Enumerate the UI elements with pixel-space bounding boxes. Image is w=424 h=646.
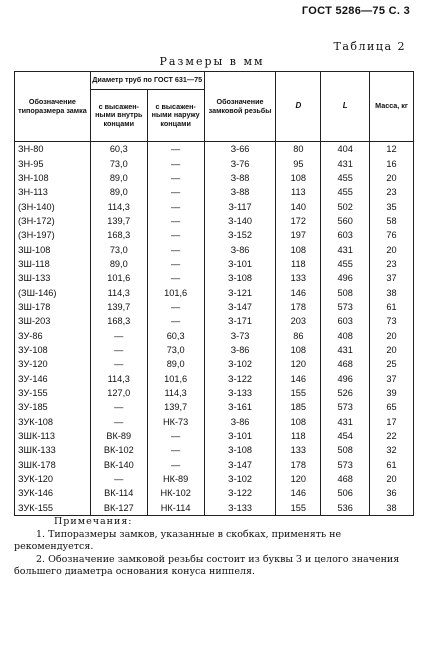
table-cell: З-121: [204, 285, 276, 299]
table-cell: 36: [370, 486, 414, 500]
col-d: D: [276, 72, 321, 142]
table-cell: НК-73: [147, 415, 204, 429]
table-cell: 139,7: [147, 400, 204, 414]
table-cell: 61: [370, 458, 414, 472]
table-cell: 89,0: [90, 171, 147, 185]
table-cell: 455: [321, 185, 370, 199]
table-cell: 506: [321, 486, 370, 500]
table-cell: —: [147, 271, 204, 285]
table-cell: 20: [370, 472, 414, 486]
table-row: [15, 214, 414, 228]
table-cell: З-76: [204, 156, 276, 170]
table-row: [15, 343, 414, 357]
table-cell: 468: [321, 357, 370, 371]
table-cell: З-101: [204, 429, 276, 443]
page-header: ГОСТ 5286—75 С. 3: [301, 5, 410, 17]
dimensions-table: [14, 71, 414, 516]
table-cell: 38: [370, 501, 414, 516]
table-cell: 37: [370, 372, 414, 386]
table-cell: 60,3: [90, 142, 147, 157]
table-cell: ВК-140: [90, 458, 147, 472]
table-cell: 133: [276, 443, 321, 457]
table-cell: З-73: [204, 328, 276, 342]
table-cell: 168,3: [90, 228, 147, 242]
table-cell: 146: [276, 486, 321, 500]
table-cell: З-133: [204, 501, 276, 516]
table-cell: 573: [321, 400, 370, 414]
table-cell: 172: [276, 214, 321, 228]
table-cell: ЗУ-146: [15, 372, 91, 386]
table-cell: ЗН-95: [15, 156, 91, 170]
table-row: [15, 472, 414, 486]
table-cell: 101,6: [147, 285, 204, 299]
table-row: [15, 285, 414, 299]
table-cell: 16: [370, 156, 414, 170]
table-cell: 38: [370, 285, 414, 299]
table-cell: 468: [321, 472, 370, 486]
table-cell: (ЗШ-146): [15, 285, 91, 299]
table-cell: (ЗН-140): [15, 199, 91, 213]
table-row: [15, 443, 414, 457]
table-cell: 139,7: [90, 300, 147, 314]
table-cell: 573: [321, 300, 370, 314]
table-cell: 139,7: [90, 214, 147, 228]
table-cell: З-171: [204, 314, 276, 328]
table-cell: 431: [321, 242, 370, 256]
table-cell: 76: [370, 228, 414, 242]
table-cell: 108: [276, 242, 321, 256]
table-cell: ЗШ-133: [15, 271, 91, 285]
table-row: [15, 257, 414, 271]
table-cell: 20: [370, 343, 414, 357]
table-cell: 39: [370, 386, 414, 400]
table-cell: 168,3: [90, 314, 147, 328]
table-cell: 185: [276, 400, 321, 414]
table-cell: 89,0: [147, 357, 204, 371]
table-cell: 455: [321, 171, 370, 185]
table-cell: ЗУ-185: [15, 400, 91, 414]
table-cell: —: [90, 472, 147, 486]
table-cell: З-86: [204, 343, 276, 357]
table-cell: З-117: [204, 199, 276, 213]
table-label: Таблица 2: [333, 40, 406, 53]
table-cell: ЗУК-146: [15, 486, 91, 500]
table-cell: —: [147, 300, 204, 314]
table-cell: ЗШК-113: [15, 429, 91, 443]
table-cell: 25: [370, 357, 414, 371]
table-cell: 20: [370, 328, 414, 342]
table-cell: 496: [321, 271, 370, 285]
table-cell: З-88: [204, 171, 276, 185]
table-cell: 502: [321, 199, 370, 213]
table-cell: 12: [370, 142, 414, 157]
table-cell: 178: [276, 300, 321, 314]
table-cell: 23: [370, 185, 414, 199]
table-cell: —: [147, 156, 204, 170]
table-cell: З-102: [204, 472, 276, 486]
table-cell: З-108: [204, 271, 276, 285]
table-cell: 37: [370, 271, 414, 285]
table-cell: —: [147, 242, 204, 256]
table-cell: ЗН-80: [15, 142, 91, 157]
table-cell: 32: [370, 443, 414, 457]
table-cell: 73,0: [90, 242, 147, 256]
table-cell: 114,3: [90, 285, 147, 299]
table-cell: 140: [276, 199, 321, 213]
table-cell: —: [90, 357, 147, 371]
table-row: [15, 486, 414, 500]
table-row: [15, 357, 414, 371]
table-cell: 408: [321, 328, 370, 342]
table-cell: 454: [321, 429, 370, 443]
table-cell: —: [147, 429, 204, 443]
table-cell: НК-114: [147, 501, 204, 516]
table-cell: ЗУК-120: [15, 472, 91, 486]
table-cell: З-86: [204, 415, 276, 429]
table-cell: —: [90, 343, 147, 357]
table-cell: ЗШ-118: [15, 257, 91, 271]
table-cell: 114,3: [90, 199, 147, 213]
table-cell: ЗУК-155: [15, 501, 91, 516]
table-cell: 496: [321, 372, 370, 386]
table-cell: З-140: [204, 214, 276, 228]
col-upset-internal: с высажен-ными внутрь концами: [90, 90, 147, 142]
table-row: [15, 372, 414, 386]
table-cell: —: [147, 458, 204, 472]
table-cell: —: [147, 257, 204, 271]
units-caption: Размеры в мм: [159, 55, 265, 68]
table-cell: З-108: [204, 443, 276, 457]
table-cell: —: [147, 228, 204, 242]
table-cell: 73: [370, 314, 414, 328]
table-row: [15, 242, 414, 256]
table-cell: ЗУ-86: [15, 328, 91, 342]
table-cell: —: [90, 328, 147, 342]
table-cell: З-101: [204, 257, 276, 271]
col-mass: Масса, кг: [370, 72, 414, 142]
table-row: [15, 271, 414, 285]
table-cell: 61: [370, 300, 414, 314]
table-row: [15, 415, 414, 429]
table-cell: ЗШК-133: [15, 443, 91, 457]
table-cell: —: [147, 199, 204, 213]
table-row: [15, 199, 414, 213]
table-row: [15, 314, 414, 328]
table-row: [15, 228, 414, 242]
notes: [14, 516, 414, 579]
table-cell: 58: [370, 214, 414, 228]
table-cell: НК-102: [147, 486, 204, 500]
note-1: 1. Типоразмеры замков, указанные в скобках, применять не рекомендуется.: [14, 528, 342, 552]
table-cell: 118: [276, 257, 321, 271]
table-cell: 155: [276, 501, 321, 516]
table-cell: 80: [276, 142, 321, 157]
table-row: [15, 328, 414, 342]
table-cell: З-147: [204, 458, 276, 472]
col-pipe-diameter: Диаметр труб по ГОСТ 631—75: [90, 72, 204, 90]
table-cell: —: [147, 443, 204, 457]
table-cell: 197: [276, 228, 321, 242]
table-cell: 73,0: [147, 343, 204, 357]
table-row: [15, 386, 414, 400]
table-cell: ВК-89: [90, 429, 147, 443]
table-row: [15, 171, 414, 185]
table-cell: ЗН-108: [15, 171, 91, 185]
table-cell: 536: [321, 501, 370, 516]
table-row: [15, 142, 414, 157]
table-cell: ЗШ-178: [15, 300, 91, 314]
table-cell: 508: [321, 443, 370, 457]
table-cell: —: [147, 185, 204, 199]
table-cell: З-102: [204, 357, 276, 371]
table-cell: ЗШК-178: [15, 458, 91, 472]
table-cell: 120: [276, 472, 321, 486]
table-cell: 114,3: [147, 386, 204, 400]
table-cell: 526: [321, 386, 370, 400]
table-cell: 89,0: [90, 185, 147, 199]
table-cell: 560: [321, 214, 370, 228]
table-cell: 431: [321, 415, 370, 429]
table-cell: 203: [276, 314, 321, 328]
table-row: [15, 501, 414, 516]
table-cell: 95: [276, 156, 321, 170]
table-row: [15, 156, 414, 170]
table-cell: 22: [370, 429, 414, 443]
table-cell: 17: [370, 415, 414, 429]
table-cell: ВК-102: [90, 443, 147, 457]
table-cell: ЗУК-108: [15, 415, 91, 429]
table-cell: З-122: [204, 372, 276, 386]
table-cell: —: [147, 214, 204, 228]
table-row: [15, 400, 414, 414]
table-cell: 113: [276, 185, 321, 199]
table-cell: 118: [276, 429, 321, 443]
table-cell: ЗУ-155: [15, 386, 91, 400]
table-cell: 573: [321, 458, 370, 472]
table-cell: —: [90, 400, 147, 414]
table-cell: 108: [276, 343, 321, 357]
table-cell: —: [147, 171, 204, 185]
table-cell: 101,6: [90, 271, 147, 285]
table-cell: З-147: [204, 300, 276, 314]
table-row: [15, 300, 414, 314]
table-cell: 404: [321, 142, 370, 157]
table-cell: 127,0: [90, 386, 147, 400]
table-cell: 455: [321, 257, 370, 271]
table-cell: 155: [276, 386, 321, 400]
table-row: [15, 429, 414, 443]
table-cell: 20: [370, 242, 414, 256]
col-designation: Обозначение типоразмера замка: [15, 72, 91, 142]
table-cell: 89,0: [90, 257, 147, 271]
table-cell: 146: [276, 285, 321, 299]
table-row: [15, 458, 414, 472]
table-cell: 603: [321, 314, 370, 328]
table-cell: 108: [276, 171, 321, 185]
table-cell: 60,3: [147, 328, 204, 342]
table-cell: 178: [276, 458, 321, 472]
table-cell: ЗН-113: [15, 185, 91, 199]
table-cell: 65: [370, 400, 414, 414]
table-cell: ЗШ-203: [15, 314, 91, 328]
col-l: L: [321, 72, 370, 142]
table-cell: НК-89: [147, 472, 204, 486]
table-cell: 508: [321, 285, 370, 299]
table-row: [15, 185, 414, 199]
table-cell: 73,0: [90, 156, 147, 170]
col-upset-external: с высажен-ными наружу концами: [147, 90, 204, 142]
table-cell: З-161: [204, 400, 276, 414]
notes-title: Примечания:: [54, 516, 133, 527]
table-cell: З-88: [204, 185, 276, 199]
table-cell: 146: [276, 372, 321, 386]
table-cell: ЗУ-108: [15, 343, 91, 357]
table-cell: 35: [370, 199, 414, 213]
table-cell: ВК-114: [90, 486, 147, 500]
table-cell: ВК-127: [90, 501, 147, 516]
table-cell: 20: [370, 171, 414, 185]
table-cell: З-133: [204, 386, 276, 400]
table-cell: 86: [276, 328, 321, 342]
table-cell: (ЗН-172): [15, 214, 91, 228]
table-cell: —: [90, 415, 147, 429]
table-cell: ЗШ-108: [15, 242, 91, 256]
table-cell: З-86: [204, 242, 276, 256]
table-cell: З-122: [204, 486, 276, 500]
table-cell: —: [147, 142, 204, 157]
table-cell: —: [147, 314, 204, 328]
table-cell: З-152: [204, 228, 276, 242]
table-cell: 101,6: [147, 372, 204, 386]
table-cell: 603: [321, 228, 370, 242]
col-thread: Обозначение замковой резьбы: [204, 72, 276, 142]
table-cell: (ЗН-197): [15, 228, 91, 242]
table-cell: 431: [321, 156, 370, 170]
table-cell: ЗУ-120: [15, 357, 91, 371]
table-cell: 108: [276, 415, 321, 429]
table-cell: 120: [276, 357, 321, 371]
table-cell: 114,3: [90, 372, 147, 386]
table-cell: 431: [321, 343, 370, 357]
table-cell: З-66: [204, 142, 276, 157]
table-cell: 133: [276, 271, 321, 285]
note-2: 2. Обозначение замковой резьбы состоит из буквы З и целого значения большего диаметра основания конуса ниппеля.: [14, 553, 400, 577]
table-cell: 23: [370, 257, 414, 271]
